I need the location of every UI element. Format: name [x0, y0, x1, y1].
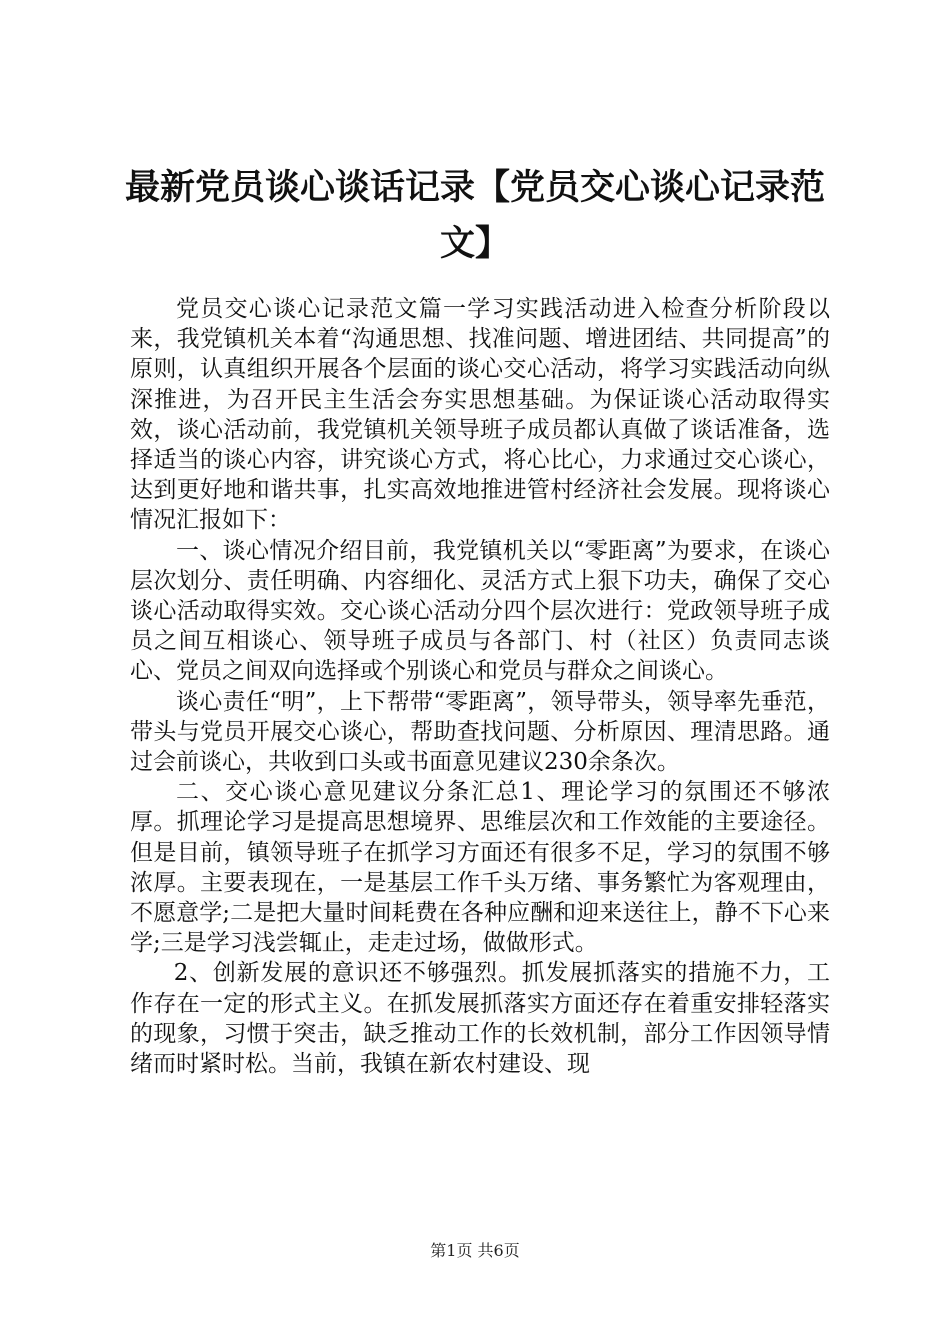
- paragraph-section-two: 二、交心谈心意见建议分条汇总1、理论学习的氛围还不够浓厚。抓理论学习是提高思想境界、思维层次和工作效能的主要途径。但是目前，镇领导班子在抓学习方面还有很多不足，学习的氛围不够浓厚。主要表现在，一是基层工作千头万绪、事务繁忙为客观理由，不愿意学;二是把大量时间耗费在各种应酬和迎来送往上，静不下心来学;三是学习浅尝辄止，走走过场，做做形式。: [130, 779, 830, 957]
- paragraph-intro: 党员交心谈心记录范文篇一学习实践活动进入检查分析阶段以来，我党镇机关本着“沟通思想、找准问题、增进团结、共同提高”的原则，认真组织开展各个层面的谈心交心活动，将学习实践活动向纵深推进，为召开民主生活会夯实思想基础。为保证谈心活动取得实效，谈心活动前，我党镇机关领导班子成员都认真做了谈话准备，选择适当的谈心内容，讲究谈心方式，将心比心，力求通过交心谈心，达到更好地和谐共事，扎实高效地推进管村经济社会发展。现将谈心情况汇报如下：: [130, 296, 830, 534]
- paragraph-innovation: 2、创新发展的意识还不够强烈。抓发展抓落实的措施不力，工作存在一定的形式主义。在抓发展抓落实方面还存在着重安排轻落实的现象，习惯于突击，缺乏推动工作的长效机制，部分工作因领导情绪而时紧时松。当前，我镇在新农村建设、现: [130, 960, 830, 1078]
- document-body: [130, 294, 830, 1079]
- page-footer: 第1页 共6页: [430, 1241, 520, 1260]
- paragraph-responsibility: 谈心责任“明”，上下帮带“零距离”，领导带头，领导率先垂范，带头与党员开展交心谈心，帮助查找问题、分析原因、理清思路。通过会前谈心，共收到口头或书面意见建议230余条次。: [130, 688, 830, 776]
- document-title: 最新党员谈心谈话记录【党员交心谈心记录范文】: [124, 168, 825, 264]
- paragraph-section-one: 一、谈心情况介绍目前，我党镇机关以“零距离”为要求，在谈心层次划分、责任明确、内容细化、灵活方式上狠下功夫，确保了交心谈心活动取得实效。交心谈心活动分四个层次进行：党政领导班子成员之间互相谈心、领导班子成员与各部门、村（社区）负责同志谈心、党员之间双向选择或个别谈心和党员与群众之间谈心。: [130, 537, 830, 685]
